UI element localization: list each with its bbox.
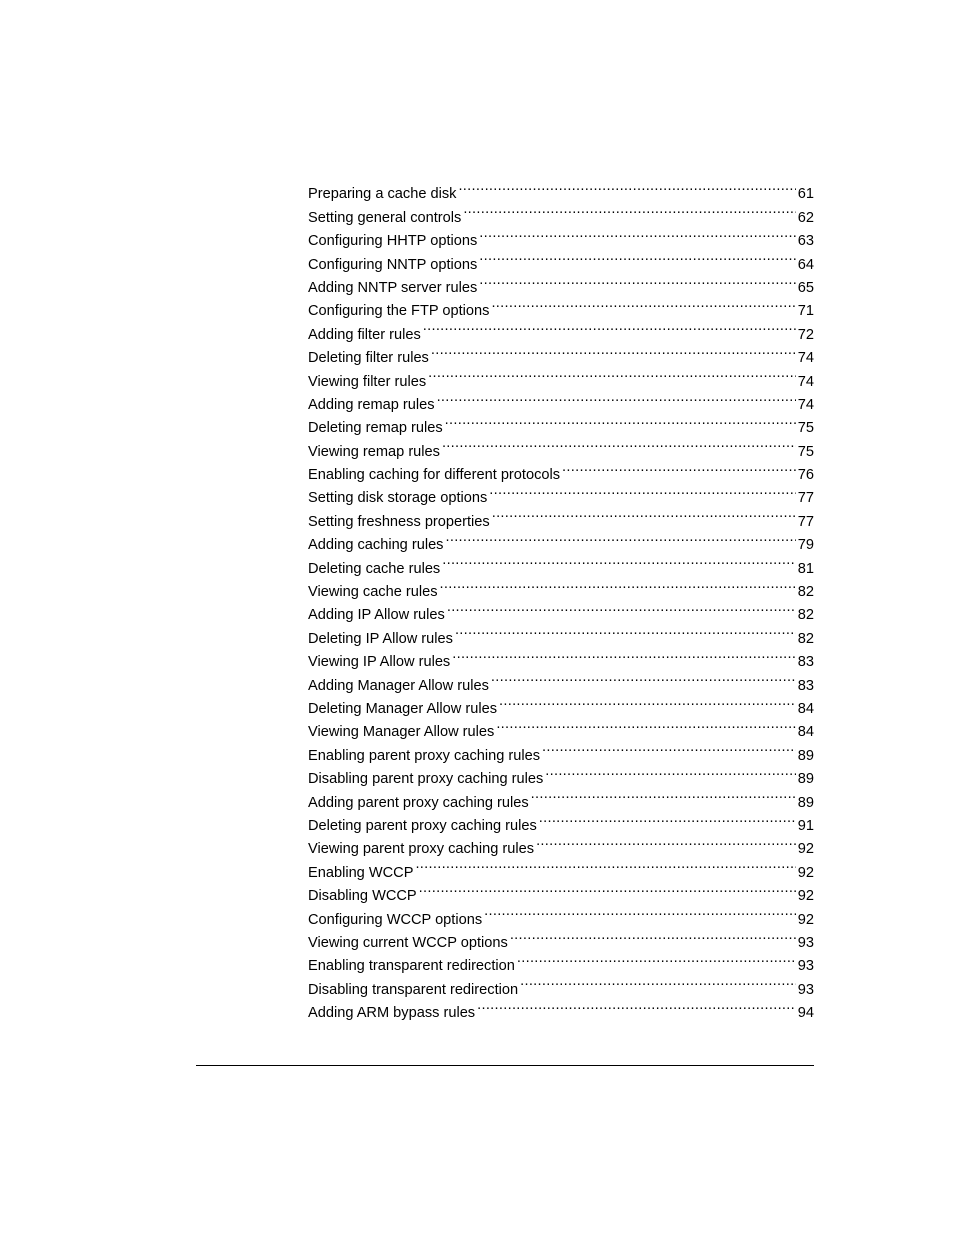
dot-leader — [479, 245, 795, 268]
toc-entry-title: Adding NNTP server rules — [308, 279, 478, 296]
toc-entry-title: Viewing current WCCP options — [308, 934, 508, 951]
toc-entry-page-number: 74 — [797, 350, 814, 367]
toc-entry-page-number: 62 — [797, 209, 814, 226]
dot-leader — [440, 573, 796, 596]
toc-entry-page-number: 94 — [797, 1005, 814, 1022]
dot-leader — [520, 970, 796, 993]
dot-leader — [510, 924, 796, 947]
toc-entry-page-number: 89 — [797, 747, 814, 764]
dot-leader — [536, 830, 796, 853]
toc-entry-page-number: 61 — [797, 186, 814, 203]
toc-entry-page-number: 92 — [797, 841, 814, 858]
toc-entry-title: Setting freshness properties — [308, 513, 490, 530]
toc-entry-title: Adding IP Allow rules — [308, 607, 445, 624]
toc-entry-page-number: 89 — [797, 771, 814, 788]
toc-entry-title: Adding filter rules — [308, 326, 421, 343]
dot-leader — [479, 269, 796, 292]
dot-leader — [442, 432, 796, 455]
toc-entry-page-number: 82 — [797, 630, 814, 647]
table-of-contents — [308, 175, 814, 1022]
toc-entry-page-number: 75 — [797, 443, 814, 460]
toc-entry[interactable] — [308, 175, 814, 203]
toc-entry-title: Deleting parent proxy caching rules — [308, 817, 537, 834]
toc-entry-page-number: 77 — [797, 513, 814, 530]
toc-entry-title: Enabling transparent redirection — [308, 958, 515, 975]
dot-leader — [458, 175, 795, 198]
toc-entry-page-number: 84 — [797, 724, 814, 741]
dot-leader — [492, 502, 796, 525]
toc-entry-page-number: 74 — [797, 373, 814, 390]
toc-entry-page-number: 92 — [797, 864, 814, 881]
dot-leader — [477, 994, 796, 1017]
toc-entry-page-number: 75 — [797, 420, 814, 437]
toc-entry-page-number: 93 — [797, 958, 814, 975]
toc-entry-title: Preparing a cache disk — [308, 186, 457, 203]
toc-entry-title: Enabling caching for different protocols — [308, 467, 561, 484]
toc-entry-page-number: 64 — [797, 256, 814, 273]
toc-entry-page-number: 91 — [797, 817, 814, 834]
dot-leader — [419, 877, 796, 900]
toc-entry-title: Enabling WCCP — [308, 864, 414, 881]
toc-entry-page-number: 71 — [797, 303, 814, 320]
dot-leader — [489, 479, 795, 502]
toc-entry-page-number: 92 — [797, 888, 814, 905]
toc-entry-title: Viewing filter rules — [308, 373, 427, 390]
toc-entry-title: Disabling parent proxy caching rules — [308, 771, 544, 788]
toc-entry-page-number: 82 — [797, 607, 814, 624]
toc-entry-title: Viewing remap rules — [308, 443, 440, 460]
toc-entry-title: Viewing Manager Allow rules — [308, 724, 495, 741]
toc-entry-page-number: 77 — [797, 490, 814, 507]
dot-leader — [491, 292, 795, 315]
toc-entry-page-number: 82 — [797, 584, 814, 601]
toc-entry-title: Deleting filter rules — [308, 350, 429, 367]
dot-leader — [445, 526, 795, 549]
dot-leader — [517, 947, 796, 970]
dot-leader — [428, 362, 796, 385]
dot-leader — [415, 853, 795, 876]
dot-leader — [545, 760, 796, 783]
dot-leader — [491, 666, 796, 689]
footer-divider — [196, 1065, 814, 1066]
dot-leader — [463, 198, 795, 221]
dot-leader — [539, 807, 796, 830]
dot-leader — [499, 690, 796, 713]
toc-entry-title: Setting general controls — [308, 209, 462, 226]
dot-leader — [455, 619, 796, 642]
toc-entry-page-number: 93 — [797, 981, 814, 998]
toc-entry-title: Configuring NNTP options — [308, 256, 478, 273]
toc-entry-title: Adding parent proxy caching rules — [308, 794, 529, 811]
toc-entry-title: Viewing IP Allow rules — [308, 654, 451, 671]
toc-entry-page-number: 81 — [797, 560, 814, 577]
toc-entry-page-number: 89 — [797, 794, 814, 811]
toc-entry-title: Viewing cache rules — [308, 584, 438, 601]
toc-entry-title: Disabling transparent redirection — [308, 981, 519, 998]
toc-entry-title: Deleting remap rules — [308, 420, 443, 437]
toc-entry-title: Adding remap rules — [308, 396, 435, 413]
dot-leader — [452, 643, 796, 666]
dot-leader — [437, 386, 796, 409]
toc-entry-title: Adding Manager Allow rules — [308, 677, 489, 694]
toc-entry-page-number: 83 — [797, 677, 814, 694]
toc-entry-page-number: 79 — [797, 537, 814, 554]
toc-entry-page-number: 74 — [797, 396, 814, 413]
toc-entry-page-number: 93 — [797, 934, 814, 951]
toc-entry-page-number: 83 — [797, 654, 814, 671]
dot-leader — [496, 713, 795, 736]
dot-leader — [431, 339, 796, 362]
toc-entry-title: Deleting Manager Allow rules — [308, 700, 498, 717]
dot-leader — [484, 900, 796, 923]
dot-leader — [447, 596, 796, 619]
toc-entry-title: Configuring WCCP options — [308, 911, 483, 928]
toc-entry-title: Disabling WCCP — [308, 888, 417, 905]
toc-entry-title: Deleting IP Allow rules — [308, 630, 453, 647]
dot-leader — [423, 315, 796, 338]
dot-leader — [479, 222, 795, 245]
toc-entry-title: Configuring the FTP options — [308, 303, 490, 320]
toc-entry-title: Configuring HHTP options — [308, 233, 478, 250]
toc-entry-title: Deleting cache rules — [308, 560, 441, 577]
toc-entry-title: Viewing parent proxy caching rules — [308, 841, 535, 858]
toc-entry-page-number: 72 — [797, 326, 814, 343]
toc-entry-title: Setting disk storage options — [308, 490, 488, 507]
toc-entry-title: Adding ARM bypass rules — [308, 1005, 476, 1022]
toc-entry-page-number: 65 — [797, 279, 814, 296]
toc-entry-page-number: 92 — [797, 911, 814, 928]
dot-leader — [442, 549, 796, 572]
toc-entry-title: Enabling parent proxy caching rules — [308, 747, 541, 764]
dot-leader — [542, 736, 796, 759]
toc-entry-page-number: 76 — [797, 467, 814, 484]
toc-entry-title: Adding caching rules — [308, 537, 444, 554]
dot-leader — [531, 783, 796, 806]
toc-entry-page-number: 63 — [797, 233, 814, 250]
toc-entry-page-number: 84 — [797, 700, 814, 717]
dot-leader — [445, 409, 796, 432]
dot-leader — [562, 456, 796, 479]
